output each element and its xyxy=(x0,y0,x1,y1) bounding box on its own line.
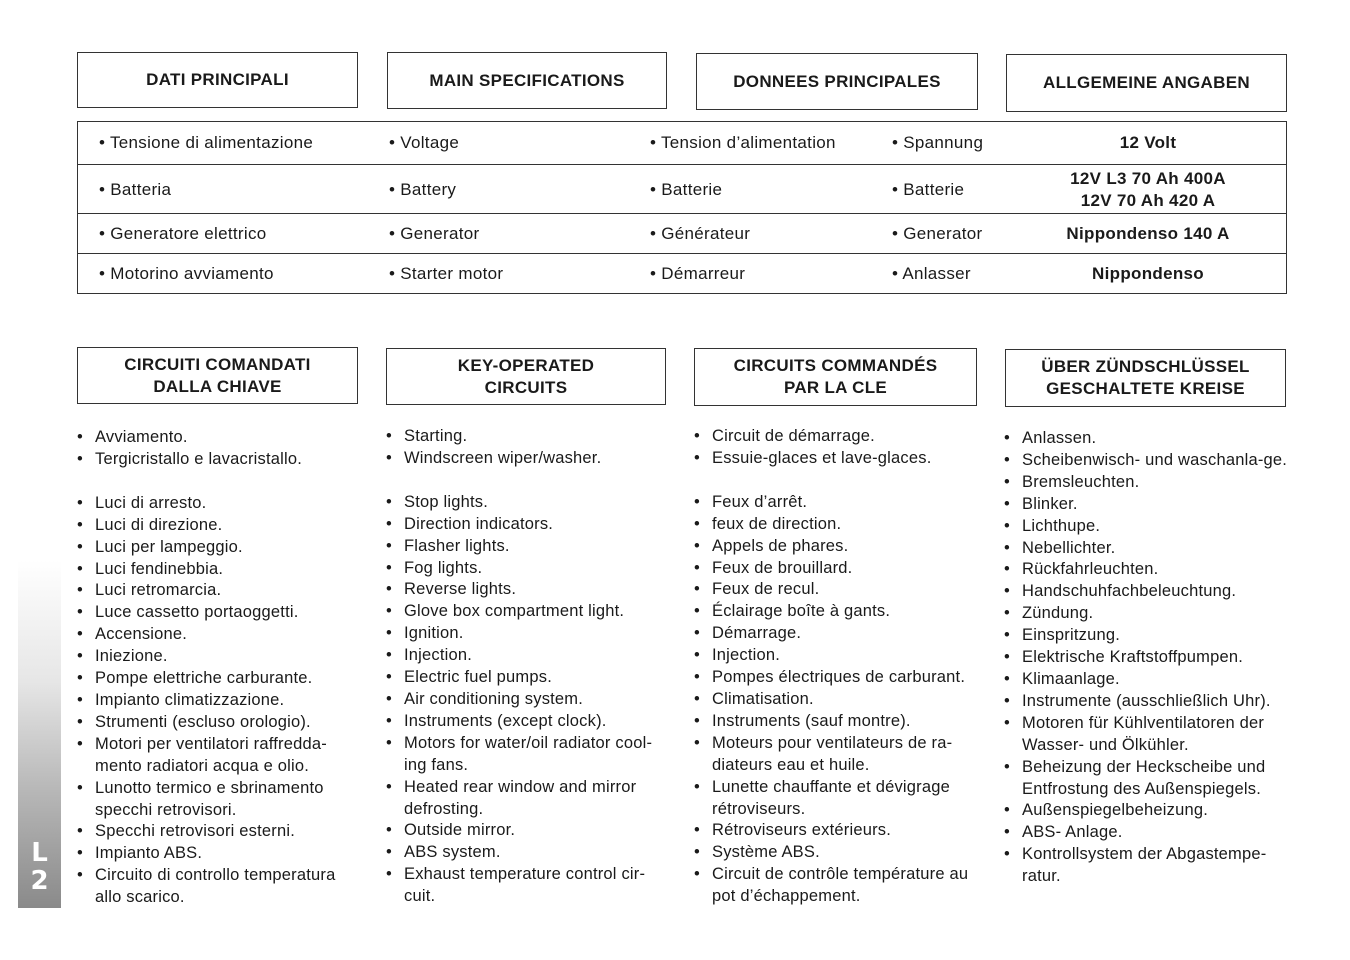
spec-label-it: • Tensione di alimentazione xyxy=(99,133,314,152)
list-item: • Außenspiegelbeheizung. xyxy=(1004,800,1294,822)
list-item: • Handschuhfachbeleuchtung. xyxy=(1004,581,1294,603)
spec-header-it: DATI PRINCIPALI xyxy=(77,52,358,108)
spec-table xyxy=(77,121,1287,294)
spec-value xyxy=(1018,214,1278,254)
list-item: • Rétroviseurs extérieurs. xyxy=(694,820,980,842)
spec-value-line1: 12 Volt xyxy=(1119,133,1177,152)
list-item: • Kontrollsystem der Abgastempe-ratur. xyxy=(1004,844,1294,888)
circuits-header-de xyxy=(1005,349,1286,407)
spec-row-starter xyxy=(78,253,1286,293)
list-item: • Luci fendinebbia. xyxy=(77,559,360,581)
list-item: • Circuit de contrôle température au pot d’échappement. xyxy=(694,864,980,908)
list-item: • Outside mirror. xyxy=(386,820,668,842)
list-item: • Instruments (sauf montre). xyxy=(694,711,980,733)
list-item: • ABS system. xyxy=(386,842,668,864)
spec-row-battery xyxy=(78,164,1286,214)
list-item: • Motors for water/oil radiator cool-ing fans. xyxy=(386,733,668,777)
list-item: • Pompe elettriche carburante. xyxy=(77,668,360,690)
circuits-header-line2: GESCHALTETE KREISE xyxy=(1046,379,1245,398)
list-item: • Luce cassetto portaoggetti. xyxy=(77,602,360,624)
list-item: • Luci di arresto. xyxy=(77,493,360,515)
list-item: • Luci per lampeggio. xyxy=(77,537,360,559)
circuits-header-line1: KEY-OPERATED xyxy=(457,355,595,375)
circuits-header-en xyxy=(386,348,666,405)
spec-label-fr: • Tension d’alimentation xyxy=(650,133,836,152)
list-item: • Rückfahrleuchten. xyxy=(1004,559,1294,581)
list-item: • Appels de phares. xyxy=(694,536,980,558)
list-item: • Feux d’arrêt. xyxy=(694,492,980,514)
spec-label-en: • Voltage xyxy=(389,133,460,152)
list-item: • Système ABS. xyxy=(694,842,980,864)
list-item: • ABS- Anlage. xyxy=(1004,822,1294,844)
spec-header-en: MAIN SPECIFICATIONS xyxy=(387,52,667,109)
list-item: • Einspritzung. xyxy=(1004,625,1294,647)
list-item: • Feux de recul. xyxy=(694,579,980,601)
list-item: • Blinker. xyxy=(1004,494,1294,516)
list-item: • Impianto climatizzazione. xyxy=(77,690,360,712)
spec-value xyxy=(1018,254,1278,293)
spec-label-de: • Generator xyxy=(892,224,983,243)
list-item: • Zündung. xyxy=(1004,603,1294,625)
list-item: • Circuito di controllo temperatura allo scarico. xyxy=(77,865,360,909)
list-item: • Tergicristallo e lavacristallo. xyxy=(77,449,360,471)
list-item: • Luci di direzione. xyxy=(77,515,360,537)
list-item: • Exhaust temperature control cir-cuit. xyxy=(386,864,668,908)
spec-label-en: • Starter motor xyxy=(389,263,504,283)
list-item: • Injection. xyxy=(694,645,980,667)
circuits-list-de xyxy=(1004,428,1294,888)
spec-label-it: • Motorino avviamento xyxy=(99,263,274,283)
circuits-header-line1: CIRCUITS COMMANDÉS xyxy=(733,356,938,375)
circuits-header-fr xyxy=(694,348,977,406)
list-item: • Motori per ventilatori raffredda-mento radiatori acqua e olio. xyxy=(77,734,360,778)
list-item: • Lichthupe. xyxy=(1004,516,1294,538)
spec-row-voltage xyxy=(78,122,1286,164)
spec-label-it: • Batteria xyxy=(99,179,172,199)
spec-label-de: • Anlasser xyxy=(892,263,971,283)
section-tab-number: 2 xyxy=(30,866,49,896)
circuits-header-it xyxy=(77,347,358,404)
spec-header-fr: DONNEES PRINCIPALES xyxy=(696,53,978,110)
circuits-header-line1: ÜBER ZÜNDSCHLÜSSEL xyxy=(1041,357,1250,376)
circuits-header-line2: CIRCUITS xyxy=(484,377,568,397)
list-item: • Beheizung der Heckscheibe und Entfrostung des Außenspiegels. xyxy=(1004,757,1294,801)
list-item: • Lunette chauffante et dévigrage rétroviseurs. xyxy=(694,777,980,821)
spec-label-de: • Batterie xyxy=(892,179,965,199)
list-item: • Anlassen. xyxy=(1004,428,1294,450)
list-item: • Luci retromarcia. xyxy=(77,580,360,602)
spec-row-generator xyxy=(78,213,1286,254)
list-item: • Iniezione. xyxy=(77,646,360,668)
spec-value-line1: Nippondenso xyxy=(1092,263,1204,283)
list-item: • Elektrische Kraftstoffpumpen. xyxy=(1004,647,1294,669)
list-item: • Ignition. xyxy=(386,623,668,645)
list-item: • Flasher lights. xyxy=(386,536,668,558)
list-item: • Bremsleuchten. xyxy=(1004,472,1294,494)
circuits-list-it xyxy=(77,427,360,909)
circuits-list-fr xyxy=(694,426,980,908)
spec-value xyxy=(1018,122,1278,164)
list-item: • Strumenti (escluso orologio). xyxy=(77,712,360,734)
spec-value-line1: 12V L3 70 Ah 400A xyxy=(1070,168,1226,188)
list-item: • Fog lights. xyxy=(386,558,668,580)
circuits-header-line2: DALLA CHIAVE xyxy=(153,376,282,396)
list-item: • Stop lights. xyxy=(386,492,668,514)
spec-label-fr: • Batterie xyxy=(650,179,723,199)
spec-header-de: ALLGEMEINE ANGABEN xyxy=(1006,54,1287,112)
list-item: • Essuie-glaces et lave-glaces. xyxy=(694,448,980,470)
list-item: • Pompes électriques de carburant. xyxy=(694,667,980,689)
list-item: • Windscreen wiper/washer. xyxy=(386,448,668,470)
spec-label-en: • Battery xyxy=(389,179,457,199)
list-item: • Instruments (except clock). xyxy=(386,711,668,733)
list-item: • Accensione. xyxy=(77,624,360,646)
list-item: • Feux de brouillard. xyxy=(694,558,980,580)
spec-label-it: • Generatore elettrico xyxy=(99,224,267,243)
spec-value-line1: Nippondenso 140 A xyxy=(1066,224,1230,243)
spec-label-de: • Spannung xyxy=(892,133,984,152)
list-item: • Starting. xyxy=(386,426,668,448)
list-item: • Air conditioning system. xyxy=(386,689,668,711)
list-item: • Démarrage. xyxy=(694,623,980,645)
spec-label-fr: • Générateur xyxy=(650,224,751,243)
list-item: • Direction indicators. xyxy=(386,514,668,536)
section-tab-letter: L xyxy=(31,838,48,868)
list-item: • Heated rear window and mirror defrosting. xyxy=(386,777,668,821)
list-item: • feux de direction. xyxy=(694,514,980,536)
spec-value xyxy=(1018,165,1278,214)
list-item: • Nebellichter. xyxy=(1004,538,1294,560)
list-item: • Circuit de démarrage. xyxy=(694,426,980,448)
list-item: • Electric fuel pumps. xyxy=(386,667,668,689)
spec-label-fr: • Démarreur xyxy=(650,263,746,283)
list-item: • Avviamento. xyxy=(77,427,360,449)
list-item: • Moteurs pour ventilateurs de ra-diateurs eau et huile. xyxy=(694,733,980,777)
list-item: • Klimaanlage. xyxy=(1004,669,1294,691)
list-item: • Reverse lights. xyxy=(386,579,668,601)
list-item: • Impianto ABS. xyxy=(77,843,360,865)
list-item: • Scheibenwisch- und waschanla-ge. xyxy=(1004,450,1294,472)
list-item: • Instrumente (ausschließlich Uhr). xyxy=(1004,691,1294,713)
list-item: • Motoren für Kühlventilatoren der Wasser- und Ölkühler. xyxy=(1004,713,1294,757)
list-item: • Climatisation. xyxy=(694,689,980,711)
spec-value-line2: 12V 70 Ah 420 A xyxy=(1080,190,1216,210)
spec-label-en: • Generator xyxy=(389,224,480,243)
circuits-header-line2: PAR LA CLE xyxy=(783,378,888,397)
list-item: • Injection. xyxy=(386,645,668,667)
list-item: • Éclairage boîte à gants. xyxy=(694,601,980,623)
circuits-list-en xyxy=(386,426,668,908)
list-item: • Glove box compartment light. xyxy=(386,601,668,623)
list-item: • Specchi retrovisori esterni. xyxy=(77,821,360,843)
circuits-header-line1: CIRCUITI COMANDATI xyxy=(124,354,311,374)
list-item: • Lunotto termico e sbrinamento specchi retrovisori. xyxy=(77,778,360,822)
